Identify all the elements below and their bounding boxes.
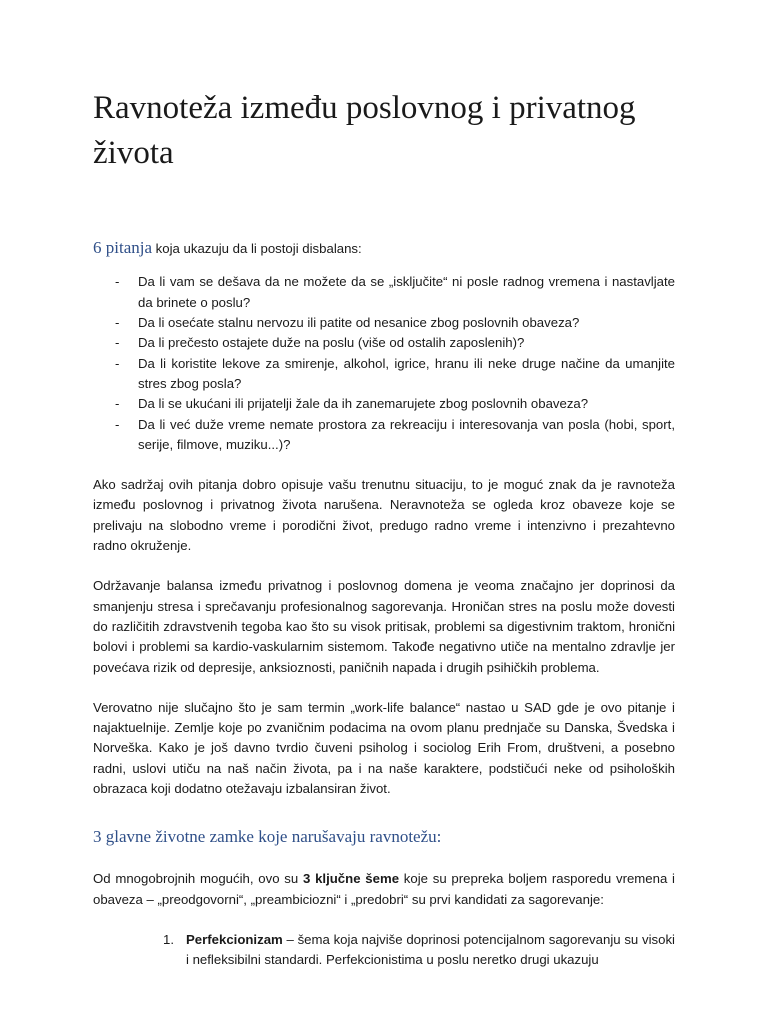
dash-bullet: - <box>115 355 120 371</box>
dash-bullet: - <box>115 315 120 331</box>
list-item <box>93 313 675 333</box>
list-item-text: Da li koristite lekove za smirenje, alkohol, igrice, hranu ili neke druge načine da umanjite stres zbog posla? <box>138 355 675 391</box>
list-item-text: Da li prečesto ostajete duže na poslu (više od ostalih zaposlenih)? <box>138 335 525 351</box>
list-item-text: Da li već duže vreme nemate prostora za rekreaciju i interesovanja van posla (hobi, sport, serije, filmove, muziku...)? <box>138 416 675 452</box>
questions-heading: 6 pitanja <box>93 238 153 257</box>
list-item <box>93 272 675 313</box>
document-content <box>93 86 675 971</box>
trap-text: – šema koja najviše doprinosi potencijalnom sagorevanju su visoki i nefleksibilni standardi. Perfekcionistima u poslu neretko drugi ukazuju <box>186 931 675 968</box>
dash-bullet: - <box>115 416 120 432</box>
list-number: 1. <box>163 931 174 947</box>
paragraph-work-life: Verovatno nije slučajno što je sam termin „work-life balance“ nastao u SAD gde je ovo pitanje i najaktuelnije. Zemlje koje po zvaničnim podacima na ovom planu prednjače su Danska, Švedska i Norveška. Kako je još davno tvrdio čuveni psiholog i sociolog Erih From, društveni, a posebno radni, uslovi utiču na naš način života, pa i na naše karaktere, podstičući neke od psiholoških obrazaca koji dodatno otežavaju izbalansiran život. <box>93 699 675 797</box>
list-item-text: Da li osećate stalnu nervozu ili patite od nesanice zbog poslovnih obaveza? <box>138 315 580 331</box>
dash-bullet: - <box>115 396 120 412</box>
document-title: Ravnoteža između poslovnog i privatnog života <box>93 90 636 171</box>
traps-heading: 3 glavne životne zamke koje narušavaju ravnotežu: <box>93 827 442 847</box>
paragraph-imbalance: Ako sadržaj ovih pitanja dobro opisuje vašu trenutnu situaciju, to je moguć znak da je ravnoteža između poslovnog i privatnog života narušena. Neravnoteža se ogleda kroz obaveze koje se prelivaju na slobodno vreme i porodični život, predugo radno vreme i intenzivno i prezahtevno radno okruženje. <box>93 477 675 554</box>
dash-bullet: - <box>115 335 120 351</box>
trap-term: Perfekcionizam <box>186 931 283 947</box>
questions-intro-text: koja ukazuju da li postoji disbalans: <box>152 241 362 256</box>
list-item <box>93 354 675 395</box>
traps-list <box>93 930 675 971</box>
list-item <box>93 930 675 971</box>
list-item-text: Da li vam se dešava da ne možete da se „isključite“ ni posle radnog vremena i nastavljate da brinete o poslu? <box>138 274 675 310</box>
traps-intro-bold: 3 ključne šeme <box>303 871 400 887</box>
list-item <box>93 415 675 456</box>
list-item <box>93 394 675 414</box>
questions-intro <box>93 238 675 259</box>
traps-intro: Od mnogobrojnih mogućih, ovo su 3 ključne šeme koje su prepreka boljem rasporedu vremena i obaveza – „preodgovorni“, „preambiciozni“ i „predobri“ su prvi kandidati za sagorevanje: <box>93 871 675 907</box>
dash-bullet: - <box>115 274 120 290</box>
questions-list <box>93 272 675 455</box>
list-item-text: Da li se ukućani ili prijatelji žale da ih zanemarujete zbog poslovnih obaveza? <box>138 396 589 412</box>
paragraph-balance: Održavanje balansa između privatnog i poslovnog domena je veoma značajno jer doprinosi da smanjenju stresa i sprečavanju profesionalnog sagorevanja. Hroničan stres na poslu može dovesti do različitih zdravstvenih tegoba kao što su visok pritisak, problemi sa digestivnim traktom, hronični bolovi i problemi sa kardio-vaskularnim sistemom. Takođe negativno utiče na mentalno zdravlje jer povećava rizik od depresije, anksioznosti, paničnih napada i drugih psihičkih problema. <box>93 578 675 675</box>
list-item <box>93 333 675 353</box>
